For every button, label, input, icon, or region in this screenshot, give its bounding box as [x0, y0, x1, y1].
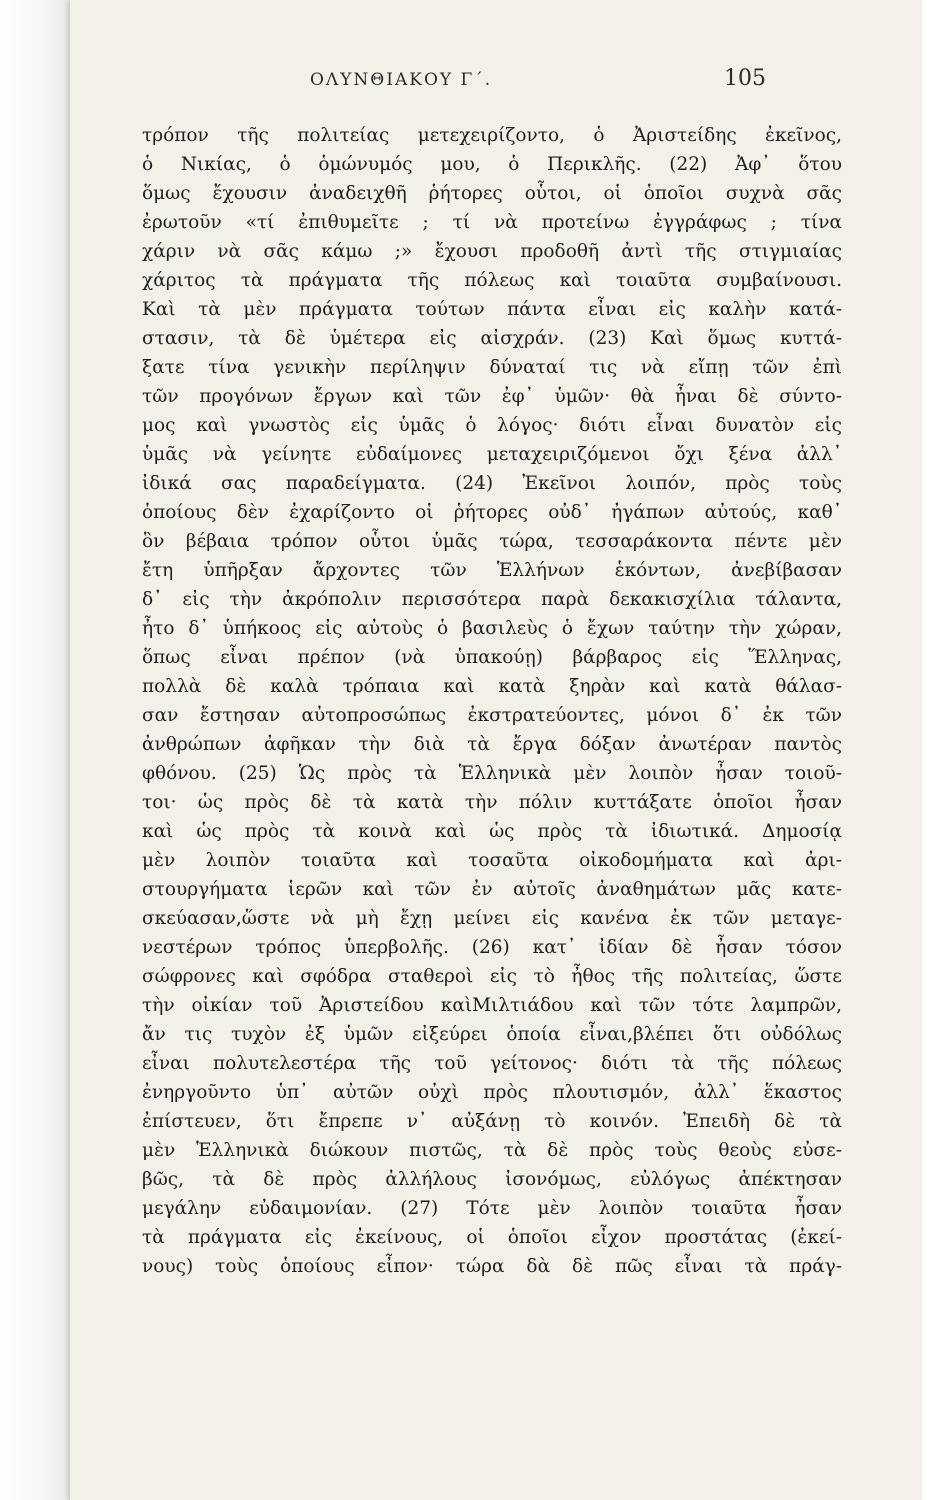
text-line: ὁποίους δὲν ἐχαρίζοντο οἱ ῥήτορες οὐδ᾿ ἠγάπων αὐτούς, καθ᾿ [142, 502, 842, 523]
text-line: μος καὶ γνωστὸς εἰς ὑμᾶς ὁ λόγος· διότι εἶναι δυνατὸν εἰς [142, 415, 842, 436]
text-line: νεστέρων τρόπος ὑπερβολῆς. (26) κατ᾿ ἰδίαν δὲ ἦσαν τόσον [142, 937, 842, 958]
text-line: μεγάλην εὐδαιμονίαν. (27) Τότε μὲν λοιπὸν τοιαῦτα ἦσαν [142, 1198, 842, 1219]
text-line: καὶ ὡς πρὸς τὰ κοινὰ καὶ ὡς πρὸς τὰ ἰδιωτικά. Δημοσίᾳ [142, 821, 842, 842]
text-line: πολλὰ δὲ καλὰ τρόπαια καὶ κατὰ ξηρὰν καὶ κατὰ θάλασ- [142, 676, 842, 697]
text-line: στουργήματα ἱερῶν καὶ τῶν ἐν αὐτοῖς ἀναθημάτων μᾶς κατε- [142, 879, 842, 900]
text-line: ἐπίστευεν, ὅτι ἔπρεπε ν᾿ αὐξάνῃ τὸ κοινόν. Ἐπειδὴ δὲ τὰ [142, 1111, 842, 1132]
page-left-margin [0, 0, 70, 1500]
text-line: βῶς, τὰ δὲ πρὸς ἀλλήλους ἰσονόμως, εὐλόγως ἀπέκτησαν [142, 1169, 842, 1190]
page-header [70, 66, 922, 106]
text-line: ἐρωτοῦν «τί ἐπιθυμεῖτε ; τί νὰ προτείνω ἐγγράφως ; τίνα [142, 212, 842, 233]
text-line: ὅμως ἔχουσιν ἀναδειχθῆ ῥήτορες οὗτοι, οἱ ὁποῖοι συχνὰ σᾶς [142, 183, 842, 204]
text-line: ἀνθρώπων ἀφῆκαν τὴν διὰ τὰ ἔργα δόξαν ἀνωτέραν παντὸς [142, 734, 842, 755]
book-page [70, 0, 922, 1500]
text-line: εἶναι πολυτελεστέρα τῆς τοῦ γείτονος· διότι τὰ τῆς πόλεως [142, 1053, 842, 1074]
page-number: 105 [724, 66, 766, 91]
text-line: ἦτο δ᾿ ὑπήκοος εἰς αὐτοὺς ὁ βασιλεὺς ὁ ἔχων ταύτην τὴν χώραν, [142, 618, 842, 639]
text-line: ὑμᾶς νὰ γείνητε εὐδαίμονες μεταχειριζόμενοι ὄχι ξένα ἀλλ᾿ [142, 444, 842, 465]
text-line: τῶν προγόνων ἔργων καὶ τῶν ἐφ᾿ ὑμῶν· θὰ ἦναι δὲ σύντο- [142, 386, 842, 407]
text-line: ξατε τίνα γενικὴν περίληψιν δύναταί τις νὰ εἴπῃ τῶν ἐπὶ [142, 357, 842, 378]
body-text [142, 121, 842, 1281]
text-line: τοι· ὡς πρὸς δὲ τὰ κατὰ τὴν πόλιν κυττάξατε ὁποῖοι ἦσαν [142, 792, 842, 813]
text-line: φθόνου. (25) Ὡς πρὸς τὰ Ἑλληνικὰ μὲν λοιπὸν ἦσαν τοιοῦ- [142, 763, 842, 784]
text-line: σκεύασαν,ὥστε νὰ μὴ ἔχῃ μείνει εἰς κανένα ἐκ τῶν μεταγε- [142, 908, 842, 929]
text-line: ἔτη ὑπῆρξαν ἄρχοντες τῶν Ἑλλήνων ἑκόντων, ἀνεβίβασαν [142, 560, 842, 581]
text-line: μὲν λοιπὸν τοιαῦτα καὶ τοσαῦτα οἰκοδομήματα καὶ ἀρι- [142, 850, 842, 871]
text-line: ὃν βέβαια τρόπον οὗτοι ὑμᾶς τώρα, τεσσαράκοντα πέντε μὲν [142, 531, 842, 552]
text-line: χάριτος τὰ πράγματα τῆς πόλεως καὶ τοιαῦτα συμβαίνουσι. [142, 270, 842, 291]
text-line: ὅπως εἶναι πρέπον (νὰ ὑπακούῃ) βάρβαρος εἰς Ἕλληνας, [142, 647, 842, 668]
text-line: χάριν νὰ σᾶς κάμω ;» ἔχουσι προδοθῆ ἀντὶ τῆς στιγμιαίας [142, 241, 842, 262]
text-line: τὰ πράγματα εἰς ἐκείνους, οἱ ὁποῖοι εἶχον προστάτας (ἐκεί- [142, 1227, 842, 1248]
text-line: ἄν τις τυχὸν ἐξ ὑμῶν εἰξεύρει ὁποία εἶναι,βλέπει ὅτι οὐδόλως [142, 1024, 842, 1045]
text-line: σώφρονες καὶ σφόδρα σταθεροὶ εἰς τὸ ἦθος τῆς πολιτείας, ὥστε [142, 966, 842, 987]
text-line: στασιν, τὰ δὲ ὑμέτερα εἰς αἰσχράν. (23) Καὶ ὅμως κυττά- [142, 328, 842, 349]
text-line: ἐνηργοῦντο ὑπ᾿ αὐτῶν οὐχὶ πρὸς πλουτισμόν, ἀλλ᾿ ἕκαστος [142, 1082, 842, 1103]
text-line: δ᾿ εἰς τὴν ἀκρόπολιν περισσότερα παρὰ δεκακισχίλια τάλαντα, [142, 589, 842, 610]
text-line: τρόπον τῆς πολιτείας μετεχειρίζοντο, ὁ Ἀριστείδης ἐκεῖνος, [142, 125, 842, 146]
running-title: ΟΛΥΝΘΙΑΚΟΥ Γ΄. [310, 70, 493, 90]
text-line: ὁ Νικίας, ὁ ὁμώνυμός μου, ὁ Περικλῆς. (22) Ἀφ᾿ ὅτου [142, 154, 842, 175]
text-line: ἰδικά σας παραδείγματα. (24) Ἐκεῖνοι λοιπόν, πρὸς τοὺς [142, 473, 842, 494]
text-line: Καὶ τὰ μὲν πράγματα τούτων πάντα εἶναι εἰς καλὴν κατά- [142, 299, 842, 320]
text-line: μὲν Ἑλληνικὰ διώκουν πιστῶς, τὰ δὲ πρὸς τοὺς θεοὺς εὐσε- [142, 1140, 842, 1161]
text-line: σαν ἔστησαν αὐτοπροσώπως ἐκστρατεύοντες, μόνοι δ᾿ ἐκ τῶν [142, 705, 842, 726]
text-line: νους) τοὺς ὁποίους εἶπον· τώρα δὰ δὲ πῶς εἶναι τὰ πράγ- [142, 1256, 842, 1277]
text-line: τὴν οἰκίαν τοῦ Ἀριστείδου καὶΜιλτιάδου καὶ τῶν τότε λαμπρῶν, [142, 995, 842, 1016]
